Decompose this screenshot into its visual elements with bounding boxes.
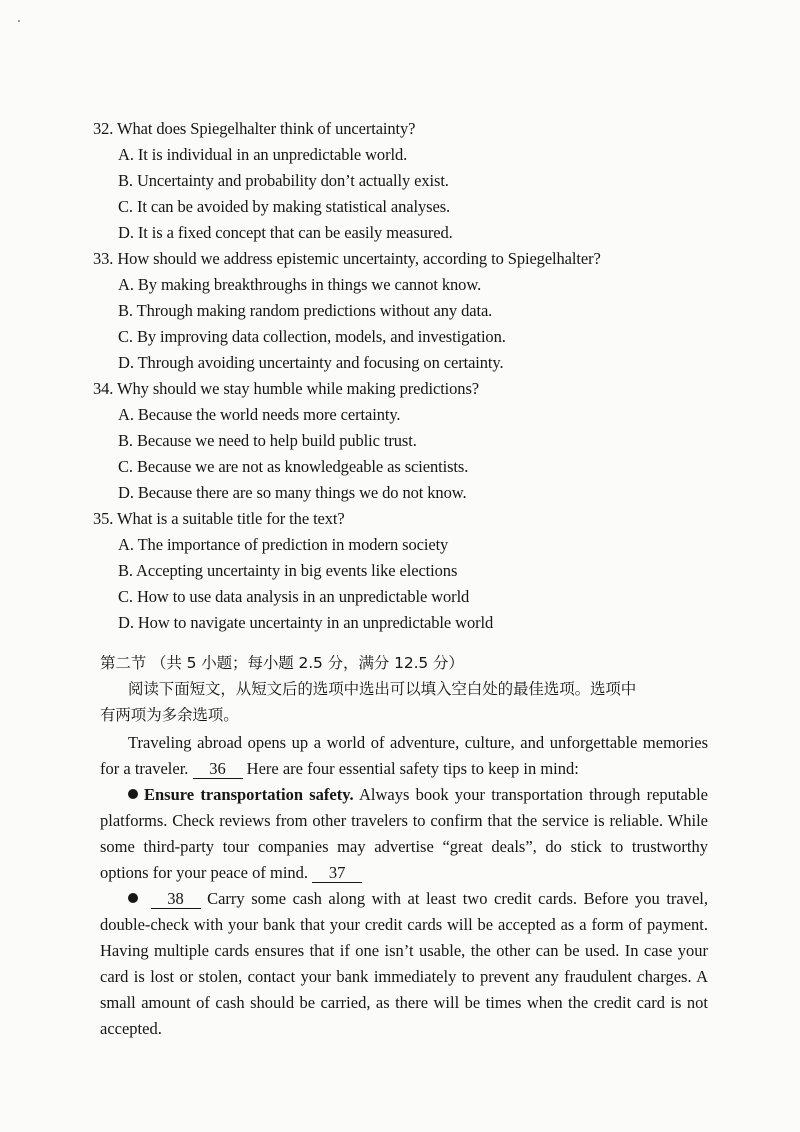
question-32-option-c: C. It can be avoided by making statistical analyses. bbox=[118, 197, 451, 216]
answer-blank-38: 38 bbox=[151, 890, 201, 909]
passage bbox=[100, 730, 708, 1042]
question-33-option-b: B. Through making random predictions without any data. bbox=[118, 301, 493, 320]
passage-paragraph-2 bbox=[100, 782, 708, 886]
tip-heading-transportation: Ensure transportation safety. bbox=[144, 785, 354, 804]
question-32-option-b: B. Uncertainty and probability don’t actually exist. bbox=[118, 171, 449, 190]
section-heading: 第二节 （共 5 小题；每小题 2.5 分，满分 12.5 分） bbox=[100, 654, 464, 672]
passage-paragraph-1 bbox=[100, 730, 708, 782]
question-34-option-a: A. Because the world needs more certainty. bbox=[118, 405, 401, 424]
section-instruction-line-2: 有两项为多余选项。 bbox=[100, 706, 239, 724]
bullet-icon bbox=[128, 789, 138, 799]
passage-p3-text: Carry some cash along with at least two credit cards. Before you travel, double-check with your bank that your credit cards will be accepted as a form of payment. Having multiple cards ensures that if one isn’t usable, the other can be used. In case your card is lost or stolen, contact your bank immediately to prevent any fraudulent charges. A small amount of cash should be carried, as there will be times when the credit card is not accepted. bbox=[100, 889, 709, 1038]
question-35-stem: 35. What is a suitable title for the text? bbox=[93, 509, 345, 528]
question-34-option-d: D. Because there are so many things we do not know. bbox=[118, 483, 467, 502]
passage-p1-text: Traveling abroad opens up a world of adventure, culture, and unforgettable memories for a traveler. bbox=[100, 733, 708, 778]
question-35-option-a: A. The importance of prediction in modern society bbox=[118, 535, 449, 554]
question-32-stem: 32. What does Spiegelhalter think of uncertainty? bbox=[93, 119, 416, 138]
passage-paragraph-3 bbox=[100, 886, 708, 1042]
question-34-stem: 34. Why should we stay humble while making predictions? bbox=[93, 379, 480, 398]
question-34-option-c: C. Because we are not as knowledgeable as scientists. bbox=[118, 457, 469, 476]
question-32-option-d: D. It is a fixed concept that can be easily measured. bbox=[118, 223, 453, 242]
bullet-icon bbox=[128, 893, 138, 903]
passage-p1-tail: Here are four essential safety tips to keep in mind: bbox=[246, 759, 579, 778]
question-33-option-c: C. By improving data collection, models, and investigation. bbox=[118, 327, 506, 346]
question-32-option-a: A. It is individual in an unpredictable world. bbox=[118, 145, 408, 164]
question-34-option-b: B. Because we need to help build public trust. bbox=[118, 431, 417, 450]
question-33-stem: 33. How should we address epistemic uncertainty, according to Spiegelhalter? bbox=[93, 249, 601, 268]
scan-speck bbox=[18, 20, 20, 22]
answer-blank-36: 36 bbox=[193, 760, 243, 779]
question-35-option-d: D. How to navigate uncertainty in an unpredictable world bbox=[118, 613, 494, 632]
section-instruction-line-1: 阅读下面短文，从短文后的选项中选出可以填入空白处的最佳选项。选项中 bbox=[128, 680, 637, 698]
passage-p2-text: Always book your transportation through reputable platforms. Check reviews from other travelers to confirm that the service is reliable. While some third-party tour companies may advertise “great deals”, do stick to trustworthy options for your peace of mind. bbox=[100, 785, 708, 882]
question-33-option-d: D. Through avoiding uncertainty and focusing on certainty. bbox=[118, 353, 504, 372]
question-35-option-b: B. Accepting uncertainty in big events like elections bbox=[118, 561, 458, 580]
answer-blank-37: 37 bbox=[312, 864, 362, 883]
question-33-option-a: A. By making breakthroughs in things we cannot know. bbox=[118, 275, 482, 294]
question-35-option-c: C. How to use data analysis in an unpredictable world bbox=[118, 587, 470, 606]
